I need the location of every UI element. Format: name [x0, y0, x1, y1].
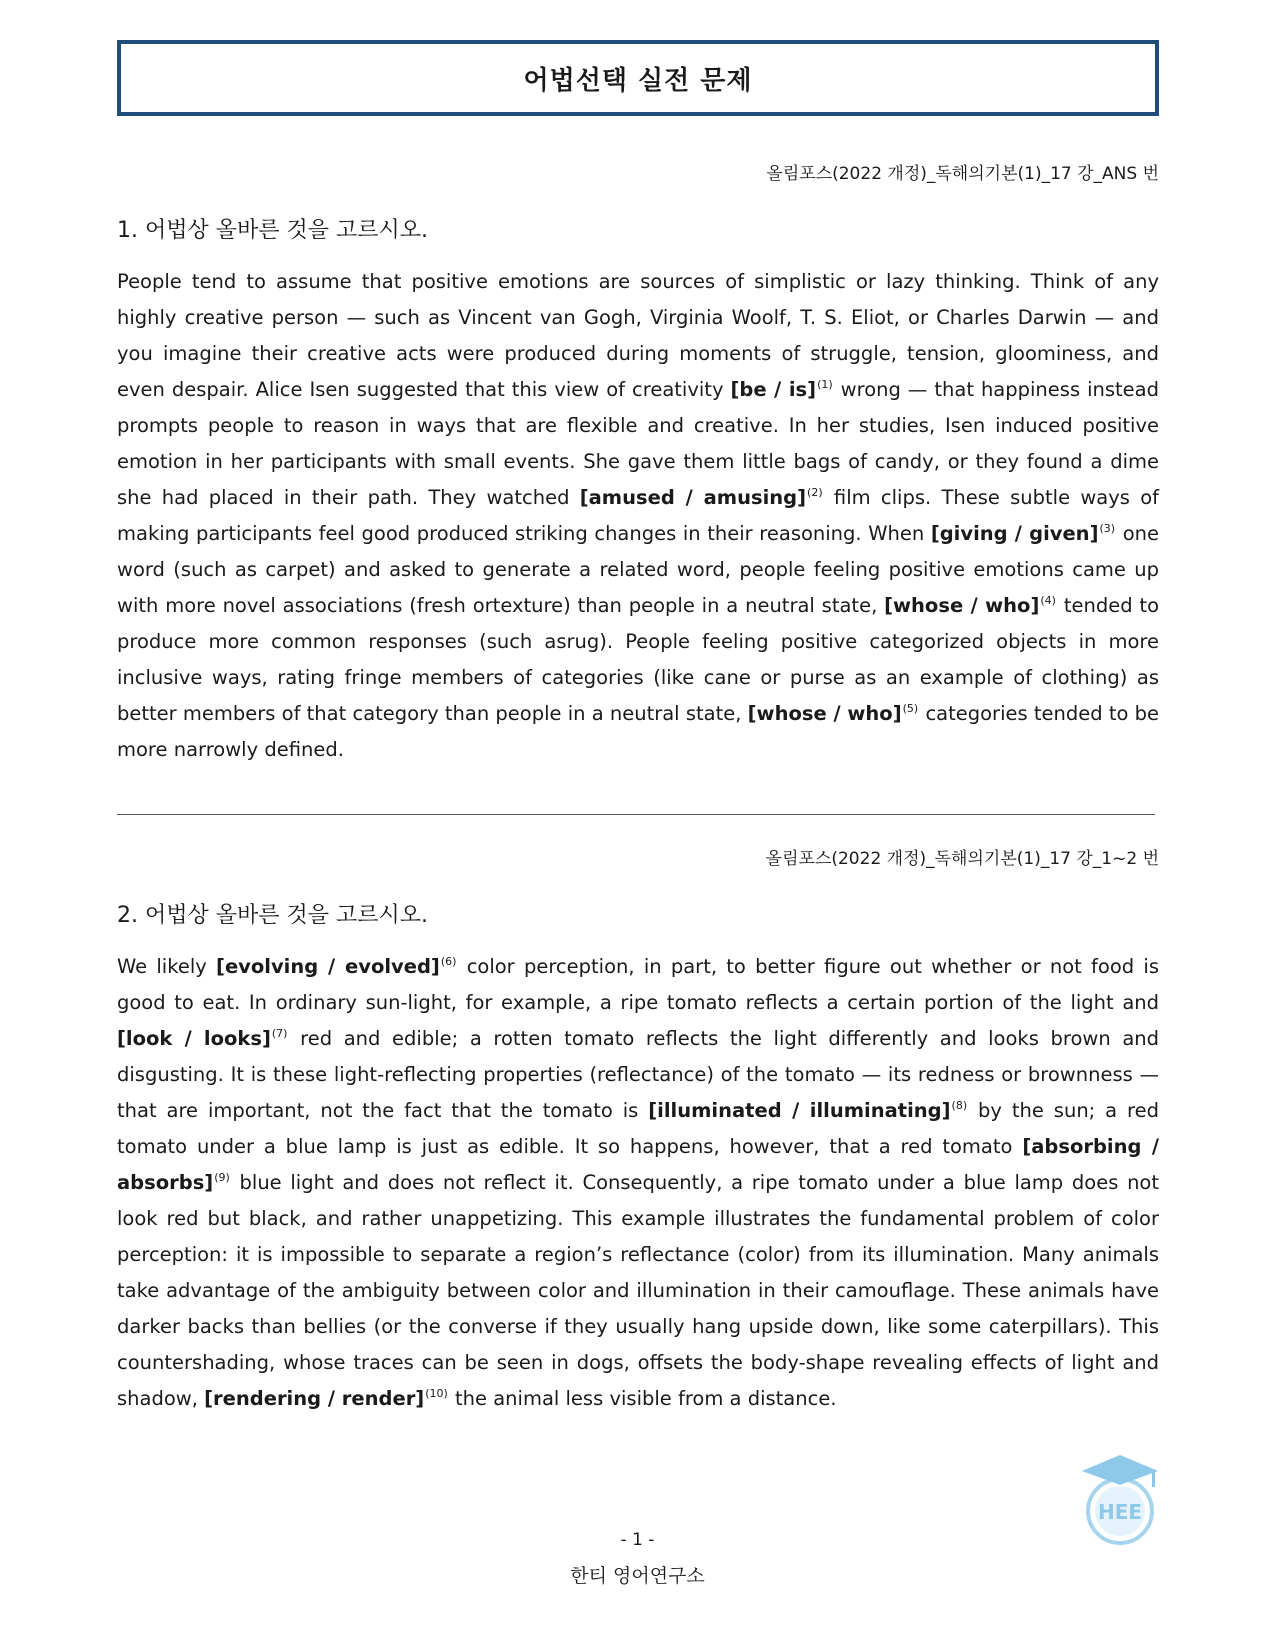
choice-blank: [absorbing / absorbs] [117, 1135, 1160, 1194]
page-title: 어법선택 실전 문제 [523, 65, 753, 96]
question-2-prompt: 2. 어법상 올바른 것을 고르시오. [117, 903, 428, 928]
passage-text: the animal less visible from a distance. [455, 1387, 837, 1410]
choice-blank: [evolving / evolved] [216, 955, 440, 978]
blank-number: (9) [214, 1171, 230, 1184]
passage-text: red and edible; a rotten tomato reflects the light differently and looks brown and disgusting. It is these light-reflecting properties (reflectance) of the tomato — its redness or brownness — that are important, not the fact that the tomato is [117, 1027, 1160, 1122]
choice-blank: [giving / given] [930, 522, 1099, 545]
passage-text: blue light and does not reflect it. Consequently, a ripe tomato under a blue lamp does not look red but black, and rather unappetizing. This example illustrates the fundamental problem of color perception: it is impossible to separate a region’s reflectance (color) from its illumination. Many animals take advantage of the ambiguity between color and illumination in their camouflage. These animals have darker backs than bellies (or the converse if they usually hang upside down, like some caterpillars). This countershading, whose traces can be seen in dogs, offsets the body-shape revealing effects of light and shadow, [117, 1171, 1159, 1410]
choice-blank: [whose / who] [747, 702, 902, 725]
blank-number: (2) [807, 486, 823, 499]
passage-text: one word (such as carpet) and asked to generate a related word, people feeling positive emotions came up with more novel associations (fresh ortexture) than people in a neutral state, [117, 522, 1159, 617]
choice-blank: [illuminated / illuminating] [648, 1099, 951, 1122]
blank-number: (8) [951, 1099, 968, 1112]
question-1-source: 올림포스(2022 개정)_독해의기본(1)_17 강_ANS 번 [766, 164, 1159, 184]
blank-number: (6) [440, 955, 457, 968]
section-divider [117, 814, 1155, 815]
passage-text: by the sun; a red tomato under a blue lamp is just as edible. It so happens, however, that a red tomato [117, 1099, 1159, 1158]
choice-blank: [amused / amusing] [579, 486, 807, 509]
question-2-source: 올림포스(2022 개정)_독해의기본(1)_17 강_1~2 번 [765, 849, 1159, 869]
page [117, 40, 1159, 1417]
graduation-cap-icon [1082, 1455, 1158, 1487]
organization-name: 한티 영어연구소 [570, 1565, 705, 1587]
choice-blank: [rendering / render] [204, 1387, 425, 1410]
question-2-passage [117, 949, 1159, 1417]
choice-blank: [whose / who] [884, 594, 1040, 617]
hee-logo [1078, 1453, 1162, 1547]
choice-blank: [be / is] [730, 378, 817, 401]
choice-blank: [look / looks] [117, 1027, 271, 1050]
passage-text: categories tended to be more narrowly defined. [117, 702, 1159, 761]
passage-text: color perception, in part, to better figure out whether or not food is good to eat. In ordinary sun-light, for example, a ripe tomato reflects a certain portion of the light and [117, 955, 1159, 1014]
blank-number: (7) [271, 1027, 288, 1040]
passage-text: wrong — that happiness instead prompts people to reason in ways that are flexible and creative. In her studies, Isen induced positive emotion in her participants with small events. She gave them little bags of candy, or they found a dime she had placed in their path. They watched [117, 378, 1160, 509]
passage-text: tended to produce more common responses (such asrug). People feeling positive categorized objects in more inclusive ways, rating fringe members of categories (like cane or purse as an example of clothing) as better members of that category than people in a neutral state, [117, 594, 1160, 725]
blank-number: (10) [425, 1387, 448, 1400]
passage-text: People tend to assume that positive emotions are sources of simplistic or lazy thinking. Think of any highly creative person — such as Vincent van Gogh, Virginia Woolf, T. S. Eliot, or Charles Darwin — and you imagine their creative acts were produced during moments of struggle, tension, gloominess, and even despair. Alice Isen suggested that this view of creativity [117, 270, 1159, 401]
logo-text: HEE [1097, 1500, 1143, 1524]
question-1-passage [117, 264, 1159, 768]
passage-text: film clips. These subtle ways of making participants feel good produced striking changes in their reasoning. When [117, 486, 1160, 545]
title-box [117, 40, 1159, 116]
blank-number: (4) [1040, 594, 1056, 607]
passage-text: We likely [117, 955, 217, 978]
blank-number: (3) [1099, 522, 1116, 535]
blank-number: (5) [902, 702, 919, 715]
blank-number: (1) [817, 378, 833, 391]
page-number: - 1 - [620, 1530, 655, 1550]
question-1-prompt: 1. 어법상 올바른 것을 고르시오. [117, 218, 428, 243]
